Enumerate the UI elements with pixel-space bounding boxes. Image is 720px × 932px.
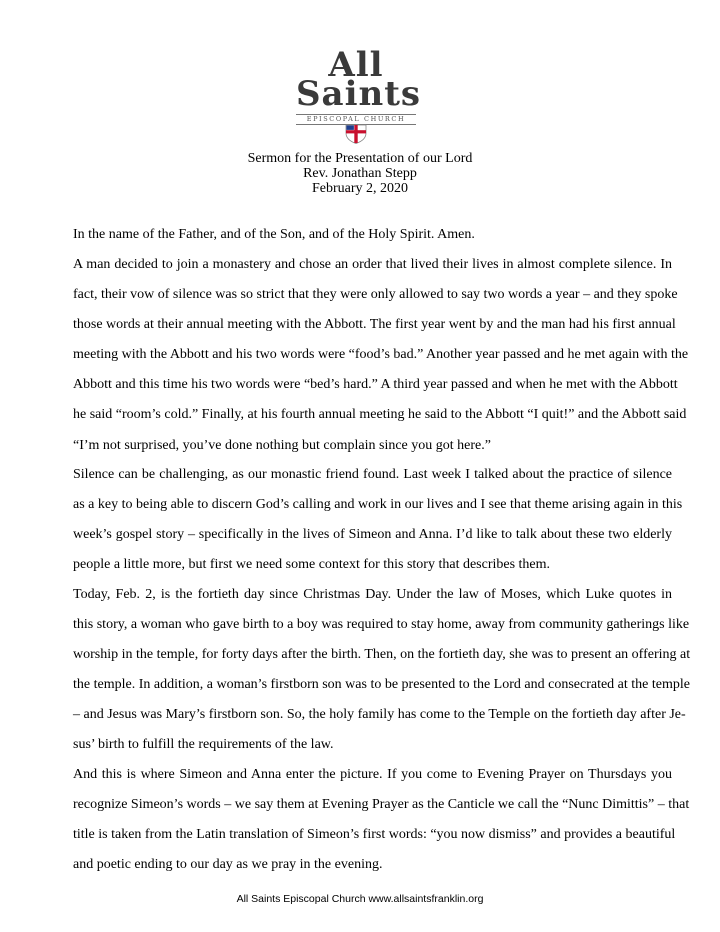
paragraph-line: and poetic ending to our day as we pray in the evening. [73, 857, 383, 873]
paragraph-4 [48, 760, 690, 880]
page-footer: All Saints Episcopal Church www.allsaintsfranklin.org [236, 893, 484, 905]
paragraph-line: as a key to being able to discern God’s calling and work in our lives and I see that theme arising again in this [73, 497, 683, 513]
logo-text-saints: Saints [296, 74, 422, 114]
logo-text-all: All [328, 45, 384, 85]
paragraph-line: recognize Simeon’s words – we say them at Evening Prayer as the Canticle we call the “Nunc Dimittis” – that [73, 797, 690, 813]
church-logo [296, 45, 422, 142]
paragraph-1 [48, 250, 689, 461]
paragraph-line: he said “room’s cold.” Finally, at his fourth annual meeting he said to the Abbott “I quit!” and the Abbott said [73, 407, 687, 423]
paragraph-line: this story, a woman who gave birth to a boy was required to stay home, away from community gatherings like [73, 617, 690, 633]
paragraph-line: the temple. In addition, a woman’s firstborn son was to be presented to the Lord and consecrated at the temple [73, 677, 690, 693]
paragraph-line: worship in the temple, for forty days after the birth. Then, on the fortieth day, she was to present an offering at [73, 647, 691, 663]
paragraph-line: Silence can be challenging, as our monastic friend found. Last week I talked about the practice of silence [73, 467, 672, 482]
paragraph-2 [48, 460, 683, 580]
sermon-author: Rev. Jonathan Stepp [303, 166, 417, 181]
paragraph-line: In the name of the Father, and of the Son, and of the Holy Spirit. Amen. [73, 227, 475, 242]
paragraph-line: Abbott and this time his two words were “bed’s hard.” A third year passed and when he met with the Abbott [73, 377, 678, 393]
invocation-paragraph [48, 220, 672, 250]
paragraph-line: fact, their vow of silence was so strict that they were only allowed to say two words a year – and they spoke [73, 287, 678, 303]
paragraph-line: week’s gospel story – specifically in the lives of Simeon and Anna. I’d like to talk about these two elderly [73, 527, 672, 543]
paragraph-line: And this is where Simeon and Anna enter the picture. If you come to Evening Prayer on Thursdays you [73, 767, 672, 782]
episcopal-shield-icon [345, 124, 367, 144]
paragraph-line: people a little more, but first we need some context for this story that describes them. [73, 557, 551, 573]
sermon-date: February 2, 2020 [311, 181, 409, 196]
paragraph-line: title is taken from the Latin translation of Simeon’s first words: “you now dismiss” and provides a beautiful [73, 827, 676, 843]
paragraph-3 [48, 580, 691, 761]
paragraph-line: A man decided to join a monastery and chose an order that lived their lives in almost complete silence. In [73, 257, 672, 272]
paragraph-line: meeting with the Abbott and his two words were “food’s bad.” Another year passed and he met again with the [73, 347, 689, 363]
logo-subtitle: EPISCOPAL CHURCH [296, 114, 416, 125]
paragraph-line: sus’ birth to fulfill the requirements of the law. [73, 737, 334, 753]
paragraph-line: – and Jesus was Mary’s firstborn son. So, the holy family has come to the Temple on the fortieth day after Je- [73, 707, 686, 723]
paragraph-line: those words at their annual meeting with the Abbott. The first year went by and the man had his first annual [73, 317, 676, 333]
sermon-title: Sermon for the Presentation of our Lord [247, 151, 473, 166]
paragraph-line: “I’m not surprised, you’ve done nothing but complain since you got here.” [73, 437, 491, 453]
paragraph-line: Today, Feb. 2, is the fortieth day since Christmas Day. Under the law of Moses, which Luke quotes in [73, 587, 672, 602]
